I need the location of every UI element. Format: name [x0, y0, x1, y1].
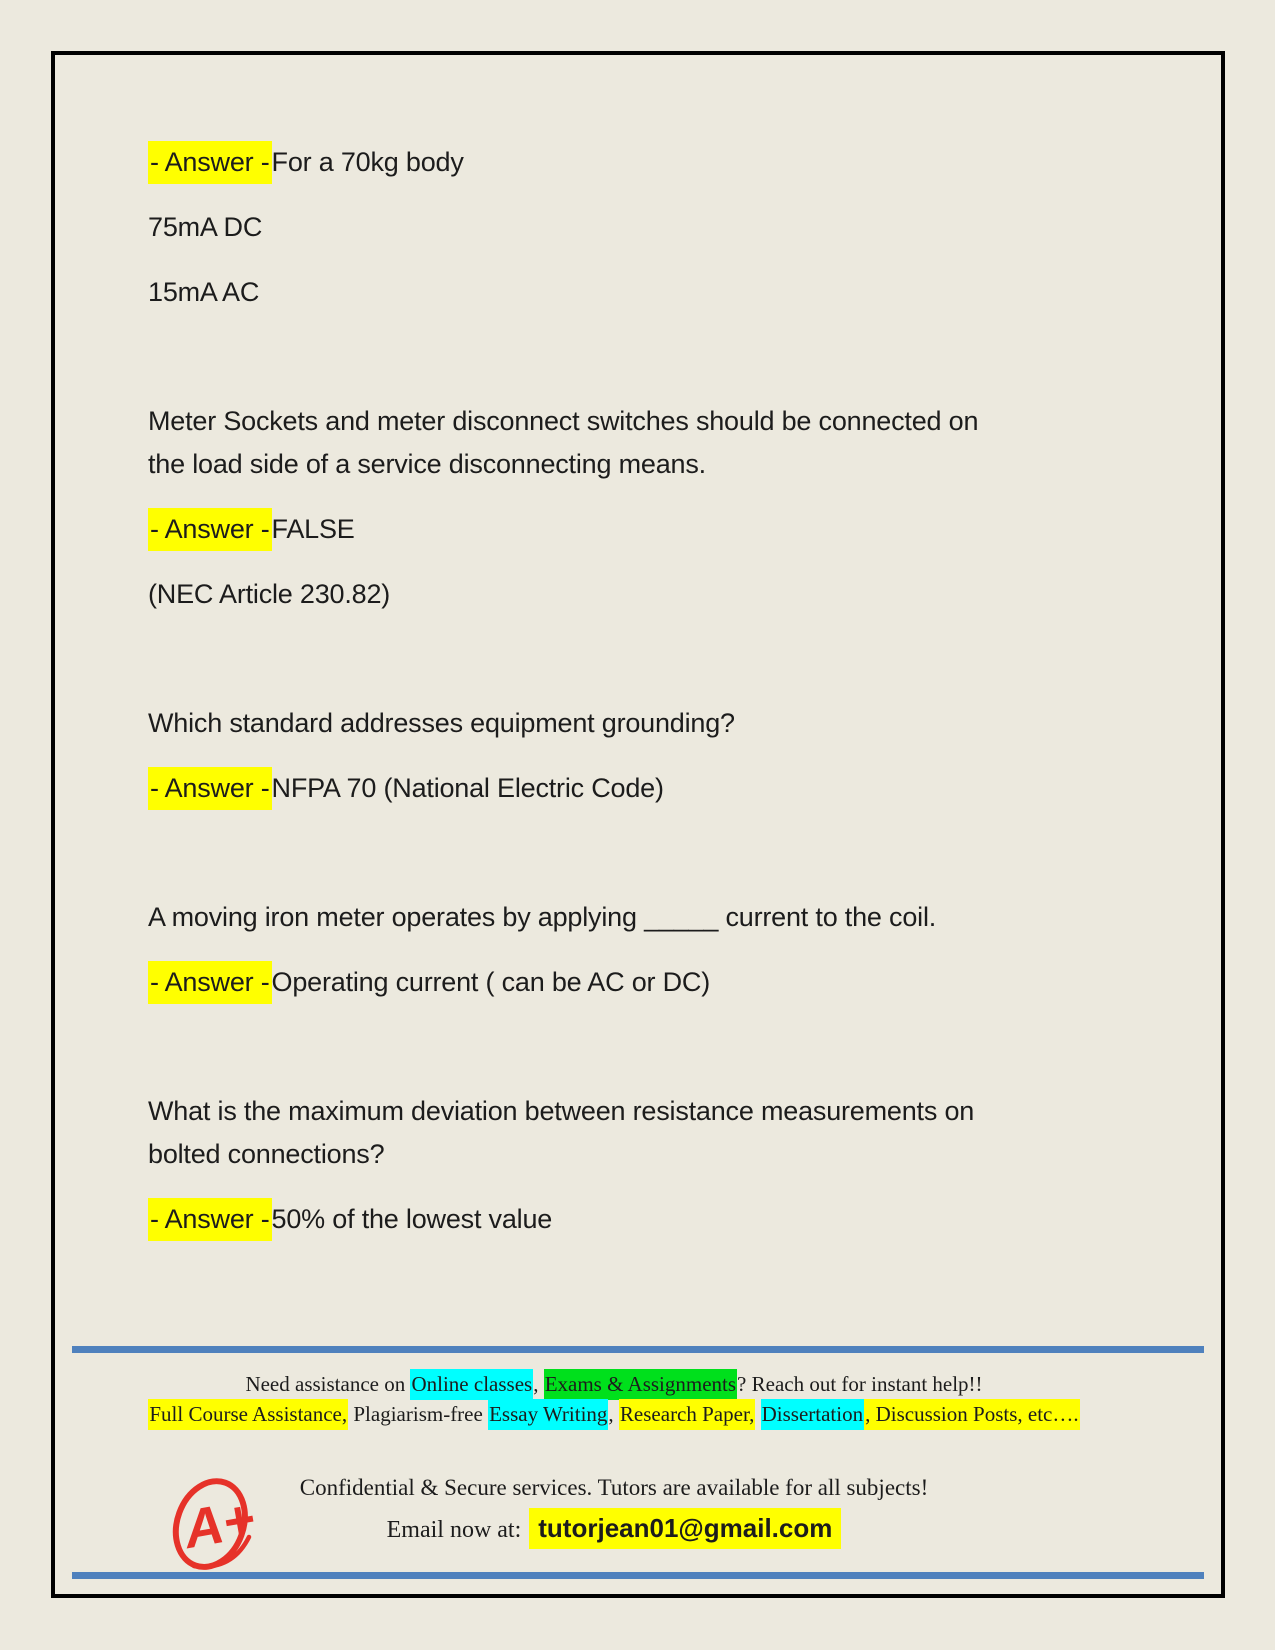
highlighted-text: - Answer - — [148, 508, 272, 551]
qa-line — [148, 901, 1198, 934]
text-segment: the load side of a service disconnecting means. — [148, 449, 706, 479]
text-segment: Plagiarism-free — [348, 1402, 489, 1426]
highlighted-text: Essay Writing — [488, 1399, 608, 1430]
qa-line — [148, 146, 1198, 179]
text-segment: , — [533, 1372, 544, 1396]
text-segment: A moving iron meter operates by applying _____ current to the coil. — [148, 902, 937, 932]
text-segment: Which standard addresses equipment grounding? — [148, 708, 735, 738]
highlighted-text: Dissertation — [761, 1399, 864, 1430]
text-segment: ? Reach out for instant help!! — [737, 1372, 983, 1396]
text-segment: What is the maximum deviation between resistance measurements on — [148, 1096, 975, 1126]
highlighted-text: Exams & Assignments — [544, 1369, 737, 1400]
qa-line — [148, 1095, 1198, 1128]
text-segment — [755, 1402, 760, 1426]
highlighted-text: - Answer - — [148, 141, 272, 184]
text-segment: 15mA AC — [148, 277, 260, 307]
text-segment: bolted connections? — [148, 1139, 385, 1169]
qa-line — [148, 772, 1198, 805]
qa-line — [148, 966, 1198, 999]
qa-line — [148, 276, 1198, 309]
highlighted-text: Online classes — [410, 1369, 533, 1400]
text-segment: 75mA DC — [148, 212, 263, 242]
qa-line — [148, 211, 1198, 244]
footer-confidential-text: Confidential & Secure services. Tutors are available for all subjects! — [299, 1475, 929, 1500]
footer-email-row — [55, 1507, 1221, 1551]
text-segment: NFPA 70 (National Electric Code) — [271, 773, 664, 803]
text-segment: 50% of the lowest value — [271, 1204, 553, 1234]
highlighted-text: - Answer - — [148, 767, 272, 810]
text-segment: For a 70kg body — [271, 147, 464, 177]
highlighted-text: Full Course Assistance, — [148, 1399, 348, 1430]
highlighted-text: , Discussion Posts, etc…. — [864, 1399, 1080, 1430]
qa-line — [148, 448, 1198, 481]
qa-line — [148, 1203, 1198, 1236]
qa-content — [148, 146, 1198, 1236]
top-divider-rule — [72, 1346, 1204, 1353]
text-segment: (NEC Article 230.82) — [148, 579, 391, 609]
highlighted-text: - Answer - — [148, 1198, 272, 1241]
qa-line — [148, 1138, 1198, 1171]
bottom-divider-rule — [72, 1572, 1204, 1579]
highlighted-text: Research Paper, — [619, 1399, 755, 1430]
email-address: tutorjean01@gmail.com — [529, 1508, 841, 1549]
highlighted-text: - Answer - — [148, 961, 272, 1004]
text-segment: Need assistance on — [245, 1372, 411, 1396]
email-label: Email now at: — [386, 1517, 522, 1543]
footer-assistance-line — [55, 1370, 1221, 1398]
footer-services-line — [55, 1400, 1221, 1428]
qa-line — [148, 707, 1198, 740]
svg-text:A+: A+ — [179, 1488, 260, 1561]
text-segment: Meter Sockets and meter disconnect switches should be connected on — [148, 406, 979, 436]
text-segment: Operating current ( can be AC or DC) — [271, 967, 711, 997]
text-segment: FALSE — [271, 514, 355, 544]
qa-line — [148, 513, 1198, 546]
text-segment: , — [608, 1402, 619, 1426]
page-border-frame — [51, 51, 1225, 1598]
qa-line — [148, 578, 1198, 611]
qa-line — [148, 405, 1198, 438]
